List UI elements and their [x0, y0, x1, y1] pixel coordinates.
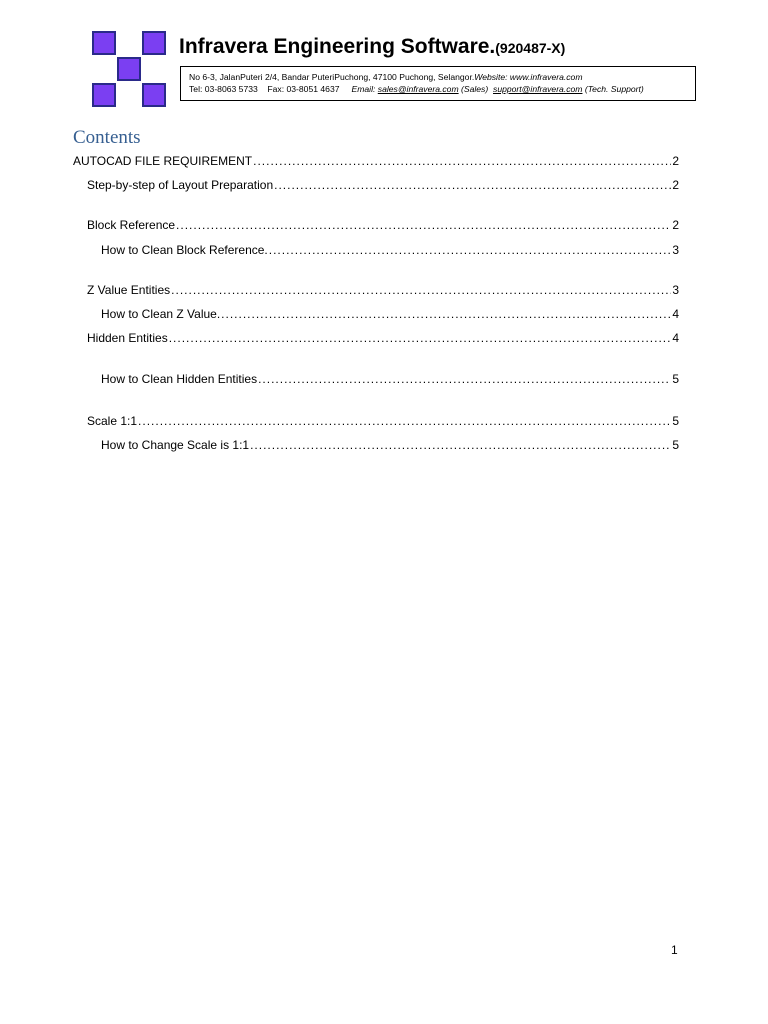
toc-entry[interactable] — [73, 153, 679, 169]
toc-entry-label: Hidden Entities — [87, 331, 168, 345]
toc-entry[interactable] — [87, 282, 679, 298]
toc-leader-dots — [269, 242, 672, 258]
toc-entry-label: How to Clean Block Reference. — [101, 243, 268, 257]
logo-square — [92, 31, 116, 55]
toc-entry-label: Z Value Entities — [87, 283, 171, 297]
logo-square — [92, 83, 116, 107]
toc-entry[interactable] — [101, 306, 679, 322]
company-logo — [92, 31, 168, 109]
fax-text: Fax: 03-8051 4637 — [267, 84, 340, 94]
toc-leader-dots — [274, 177, 671, 193]
toc-entry[interactable] — [87, 413, 679, 429]
toc-entry-label: How to Change Scale is 1:1 — [101, 438, 250, 452]
toc-entry-label: Scale 1:1 — [87, 414, 138, 428]
sales-email-link[interactable]: sales@infravera.com — [377, 84, 459, 94]
logo-square — [117, 57, 141, 81]
contents-heading: Contents — [73, 127, 141, 148]
toc-entry[interactable] — [87, 217, 679, 233]
address-line-2 — [189, 83, 687, 95]
toc-entry[interactable] — [87, 177, 679, 193]
address-line-1 — [189, 71, 687, 83]
sales-note: (Sales) — [461, 84, 489, 94]
toc-entry-label: Block Reference — [87, 218, 176, 232]
toc-entry-label: How to Clean Hidden Entities — [101, 372, 258, 386]
toc-leader-dots — [138, 413, 671, 429]
toc-entry[interactable] — [101, 242, 679, 258]
toc-entry-page: 4 — [672, 307, 679, 321]
toc-entry-page: 5 — [672, 414, 679, 428]
toc-entry-page: 4 — [672, 331, 679, 345]
address-text: No 6-3, JalanPuteri 2/4, Bandar PuteriPuchong, 47100 Puchong, Selangor. — [189, 72, 475, 82]
toc-entry[interactable] — [101, 437, 679, 453]
address-box — [180, 66, 696, 101]
toc-entry-page: 2 — [672, 178, 679, 192]
website-link[interactable]: Website: www.infravera.com — [474, 72, 583, 82]
support-note: (Tech. Support) — [584, 84, 644, 94]
toc-entry-label: How to Clean Z Value. — [101, 307, 221, 321]
support-email-link[interactable]: support@infravera.com — [493, 84, 583, 94]
toc-leader-dots — [253, 153, 671, 169]
logo-square — [142, 31, 166, 55]
toc-entry-label: Step-by-step of Layout Preparation — [87, 178, 274, 192]
company-title: Infravera Engineering Software. — [179, 35, 496, 58]
tel-text: Tel: 03-8063 5733 — [189, 84, 258, 94]
toc-leader-dots — [250, 437, 671, 453]
company-name — [179, 35, 565, 59]
toc-entry-page: 5 — [672, 438, 679, 452]
toc-entry[interactable] — [101, 371, 679, 387]
page-number: 1 — [671, 943, 678, 957]
toc-leader-dots — [169, 330, 672, 346]
company-registration: (920487-X) — [495, 40, 566, 56]
toc-entry-label: AUTOCAD FILE REQUIREMENT — [73, 154, 253, 168]
email-label: Email: — [351, 84, 376, 94]
toc-leader-dots — [258, 371, 671, 387]
toc-entry-page: 3 — [672, 283, 679, 297]
toc-entry-page: 2 — [672, 218, 679, 232]
toc-entry-page: 2 — [672, 154, 679, 168]
toc-leader-dots — [171, 282, 671, 298]
logo-square — [142, 83, 166, 107]
toc-entry-page: 5 — [672, 372, 679, 386]
toc-leader-dots — [176, 217, 671, 233]
toc-entry-page: 3 — [672, 243, 679, 257]
toc-leader-dots — [221, 306, 671, 322]
toc-entry[interactable] — [87, 330, 679, 346]
